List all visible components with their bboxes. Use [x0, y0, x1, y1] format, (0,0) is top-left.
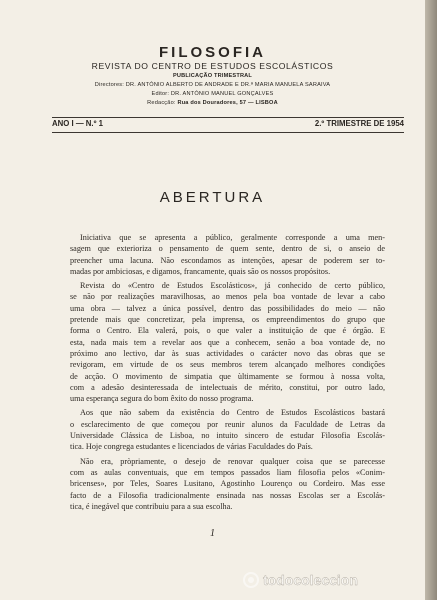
page-number: 1 — [210, 528, 215, 539]
body-line: tica, é inegável que contribuiu para a sua escolha. — [70, 501, 233, 511]
article-title: ABERTURA — [159, 189, 266, 206]
body-line: forma o Centro. Ela valerá, pois, o que valer a instituição de que é órgão. E — [70, 326, 385, 336]
body-line: com as aulas conventuais, que em tempos passados liam filosofia pelos «Conim- — [70, 467, 385, 477]
body-line: uma obra — talvez a única possível, dentro das possibilidades do meio — não — [70, 303, 385, 313]
body-line: esta, nada mais tem a revelar aos que a conhecem, senão a boa vontade de, no — [70, 337, 385, 347]
body-line: o esclarecimento de que começou por reunir alunos da Faculdade de Letras da — [70, 419, 385, 429]
body-line: com a adesão desinteressada de intelectuais de mérito, constitui, por outro lado, — [70, 382, 385, 392]
body-line: Aos que não sabem da existência do Centro de Estudos Escolásticos bastará — [80, 408, 385, 418]
body-line: tica. Hoje congrega estudantes e licenciados de várias Faculdades do País. — [70, 442, 313, 452]
body-line: revigoram, em virtude de os seus membros terem alcançado melhores condições — [70, 360, 385, 370]
redaction-line: Redacção: Rua dos Douradores, 57 — LISBOA — [147, 100, 278, 106]
journal-masthead: FILOSOFIA — [159, 44, 266, 61]
body-line: próximo ano lectivo, dar às suas actividades o carácter novo das obras que se — [70, 348, 385, 358]
issue-quarter: 2.º TRIMESTRE DE 1954 — [314, 119, 404, 128]
watermark-logo — [243, 571, 411, 589]
book-spine — [425, 0, 437, 600]
issue-number: ANO I — N.º 1 — [52, 119, 103, 128]
article-body — [70, 232, 385, 512]
body-line: madas por ambiciosas, e digamos, francamente, quais são os nossos propósitos. — [70, 266, 331, 276]
body-line: sagem que exterioriza o pensamento de quem sente, dentro de si, o anseio de — [70, 244, 385, 254]
body-line: pretende mais que concretizar, pela imprensa, os empreendimentos do grupo que — [70, 315, 385, 325]
body-line: preencher uma lacuna. Não escondamos as intenções, apesar de poderem ser to- — [70, 255, 385, 265]
editor-line: Editor: DR. ANTÓNIO MANUEL GONÇALVES — [151, 91, 274, 97]
body-line: uma esperança segura do bom êxito do nosso programa. — [70, 394, 254, 404]
header-rule-top — [52, 117, 404, 118]
svg-text:todocoleccion: todocoleccion — [263, 572, 358, 588]
header-rule-bottom — [52, 132, 404, 133]
publication-frequency: PUBLICAÇÃO TRIMESTRAL — [172, 73, 253, 79]
body-line: Não era, pròpriamente, o desejo de renovar qualquer coisa que se parecesse — [80, 456, 385, 466]
body-line: de acção. O movimento de simpatia que ùltimamente se formou à nossa volta, — [70, 371, 385, 381]
body-line: facto de a Filosofia tradicionalmente ensinada nas nossas Escolas ser a Escolás- — [70, 490, 385, 500]
directors-line: Directores: DR. ANTÓNIO ALBERTO DE ANDRADE E DR.ª MARIA MANUELA SARAIVA — [94, 82, 331, 88]
body-line: Universidade Clássica de Lisboa, no intuito sincero de estudar Filosofia Escolás- — [70, 431, 385, 441]
body-line: se não por realizações maravilhosas, ao menos pela boa vontade de levar a cabo — [70, 292, 385, 302]
masthead-block — [0, 44, 425, 108]
journal-subtitle: REVISTA DO CENTRO DE ESTUDOS ESCOLÁSTICOS — [91, 61, 334, 71]
issue-info — [52, 119, 404, 131]
body-line: bricenses», por Teles, Soares Lusitano, Agostinho Lourenço ou Cordeiro. Mas esse — [70, 479, 385, 489]
body-line: Iniciativa que se apresenta a público, geralmente corresponde a uma men- — [80, 233, 385, 242]
body-line: Revista do «Centro de Estudos Escolásticos», já conhecido de certo público, — [80, 281, 385, 291]
